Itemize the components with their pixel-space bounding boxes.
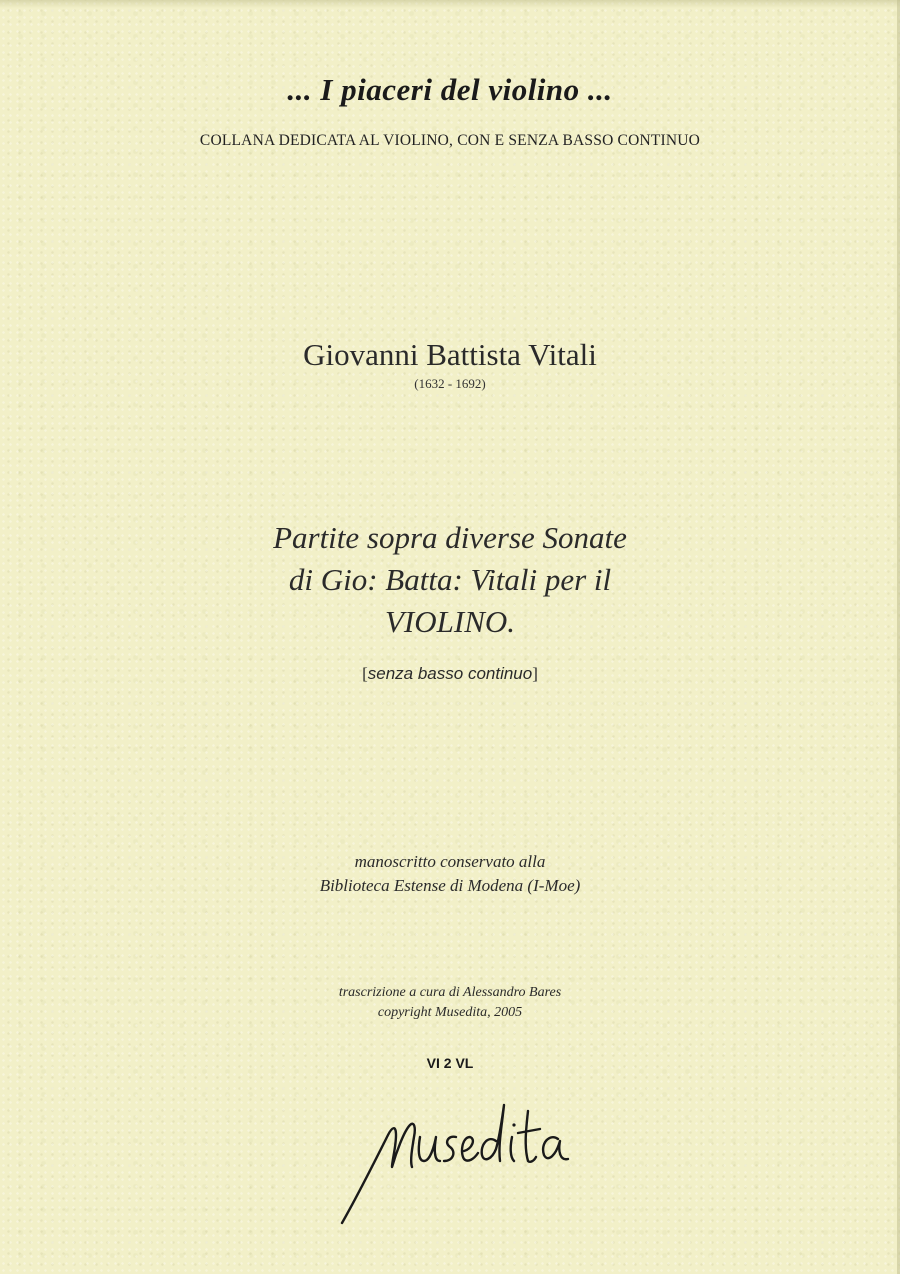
work-note-text: senza basso continuo: [367, 664, 533, 683]
credits-copyright: copyright Musedita, 2005: [377, 1005, 523, 1020]
work-note-bracket-open: [: [362, 664, 368, 683]
work-title-line-3: VIOLINO.: [384, 604, 516, 639]
credits-transcription: trascrizione a cura di Alessandro Bares: [338, 985, 562, 1000]
work-title-line-2: di Gio: Batta: Vitali per il: [288, 562, 612, 597]
manuscript-source-line-1: manoscritto conservato alla: [354, 852, 546, 871]
page-top-edge: [0, 0, 900, 8]
work-title-line-1: Partite sopra diverse Sonate: [273, 520, 627, 555]
catalog-code: VI 2 VL: [426, 1055, 474, 1071]
musedita-signature-logo-icon: [330, 1075, 580, 1235]
work-note: [0, 664, 900, 684]
series-title: ... I piaceri del violino ...: [287, 72, 613, 107]
work-title: [0, 517, 900, 643]
series-subtitle: COLLANA DEDICATA AL VIOLINO, CON E SENZA BASSO CONTINUO: [199, 132, 701, 149]
manuscript-source-line-2: Biblioteca Estense di Modena (I-Moe): [319, 876, 581, 895]
manuscript-source: [0, 850, 900, 898]
composer-dates: (1632 - 1692): [414, 376, 486, 391]
work-note-bracket-close: ]: [532, 664, 538, 683]
credits: [0, 983, 900, 1023]
composer-name: Giovanni Battista Vitali: [303, 337, 597, 372]
